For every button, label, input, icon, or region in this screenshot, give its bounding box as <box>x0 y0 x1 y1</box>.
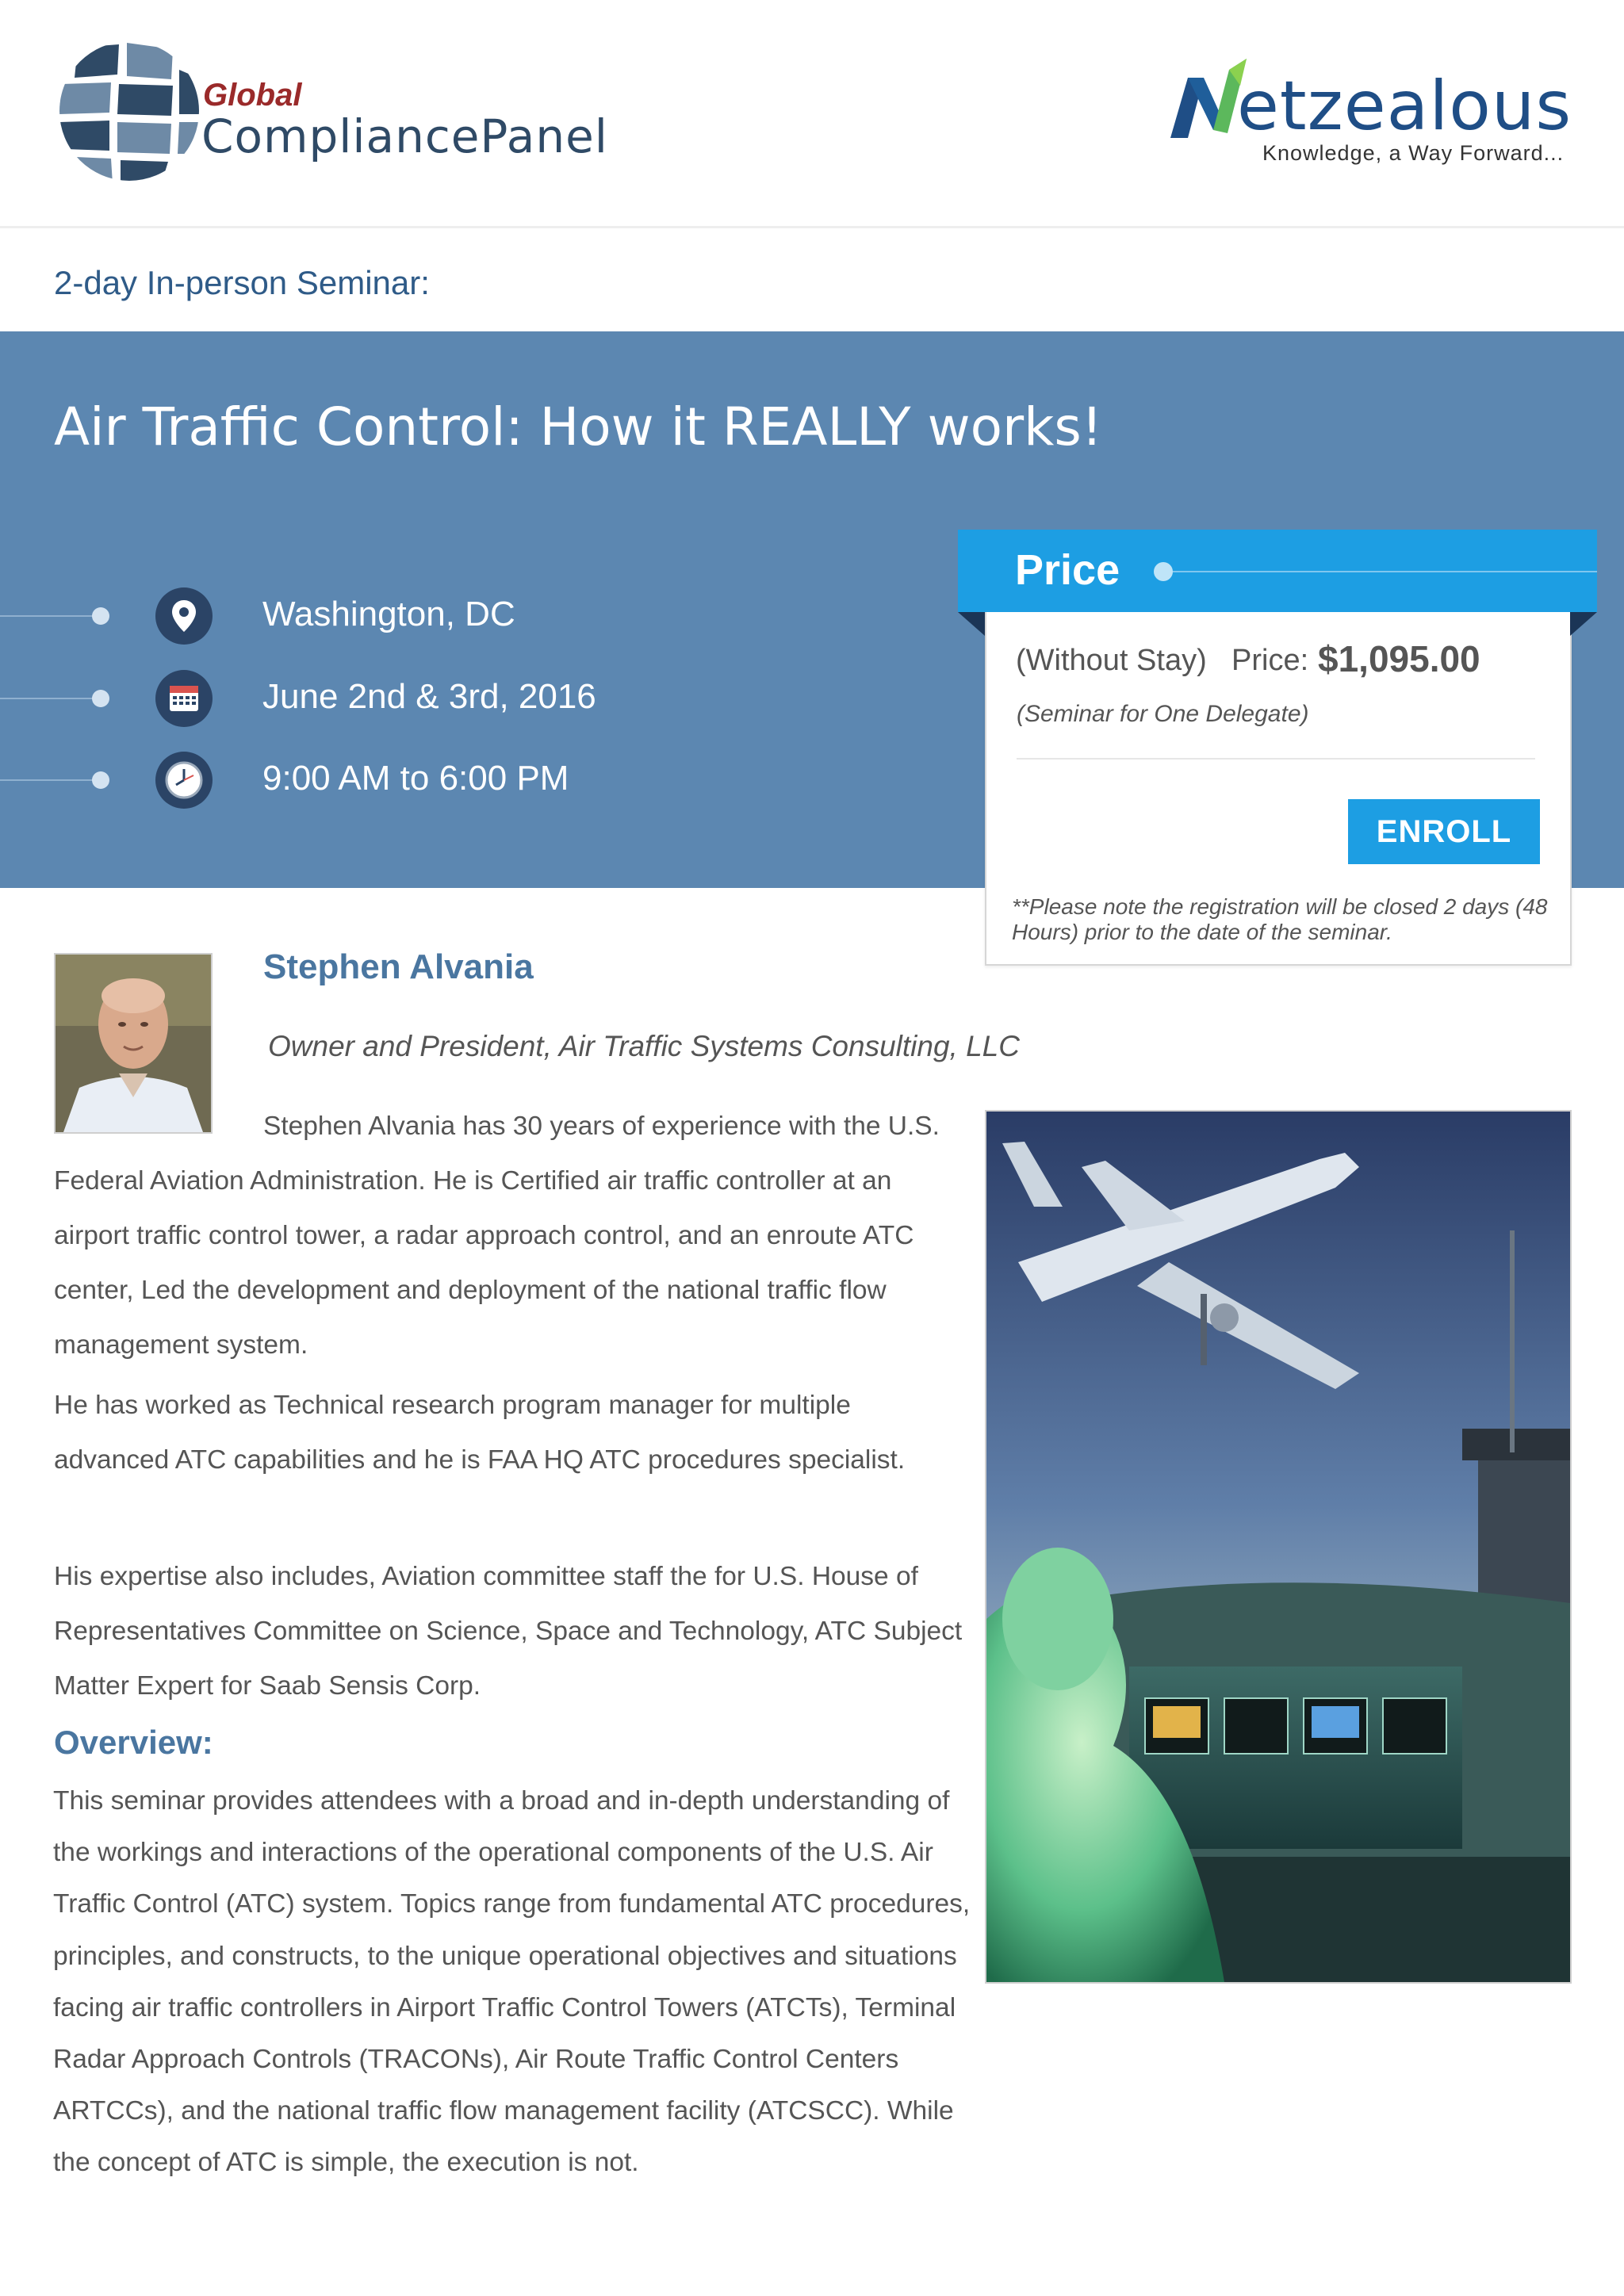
calendar-icon <box>155 670 213 727</box>
brand-global-text: Global <box>203 78 302 113</box>
enroll-button[interactable]: ENROLL <box>1348 799 1540 864</box>
seminar-date: June 2nd & 3rd, 2016 <box>262 677 596 716</box>
seminar-title: Air Traffic Control: How it REALLY works! <box>54 396 1103 457</box>
brand-tagline: Knowledge, a Way Forward... <box>1262 141 1565 165</box>
info-row-connector <box>0 698 95 699</box>
speaker-bio-paragraph: His expertise also includes, Aviation committee staff the for U.S. House of Representatives Committee on Science, Space and Technology, ATC Subject Matter Expert for Saab Sensis Corp. <box>54 1562 963 1701</box>
price-label: Price: <box>1231 644 1309 677</box>
overview-heading: Overview: <box>54 1724 213 1761</box>
speaker-bio-paragraph: Stephen Alvania has 30 years of experience with the U.S. Federal Aviation Administration. He is Certified air traffic controller at an airport traffic control tower, a radar approach control, and an enroute ATC center, Led the development and deployment of the national traffic flow management system. <box>54 1112 940 1360</box>
registration-note: **Please note the registration will be closed 2 days (48 Hours) prior to the date of the seminar. <box>1012 894 1548 944</box>
info-row-dot <box>92 690 109 707</box>
speaker-name: Stephen Alvania <box>263 947 534 986</box>
clock-icon <box>155 752 213 809</box>
price-header-fold-left <box>958 612 985 636</box>
price-header-dot <box>1154 562 1173 581</box>
seminar-type-label: 2-day In-person Seminar: <box>54 264 430 301</box>
global-compliance-panel-globe-icon <box>54 38 205 185</box>
speaker-bio-paragraph: He has worked as Technical research program manager for multiple advanced ATC capabilities and he is FAA HQ ATC procedures specialist. <box>54 1391 906 1475</box>
air-traffic-control-illustration <box>985 1110 1572 1984</box>
price-header-line <box>1166 571 1597 572</box>
price-header-fold-right <box>1570 612 1597 636</box>
delegate-note: (Seminar for One Delegate) <box>1017 701 1309 727</box>
info-row-dot <box>92 771 109 789</box>
overview-text: This seminar provides attendees with a broad and in-depth understanding of the workings and interactions of the operational components of the U.S. Air Traffic Control (ATC) system. Topics range from fundamental ATC procedures, principles, and constructs, to the unique operational objectives and situations facing air traffic controllers in Airport Traffic Control Towers (ATCTs), Terminal Radar Approach Controls (TRACONs), Air Route Traffic Control Centers ARTCCs), and the national traffic flow management facility (ATCSCC). While the concept of ATC is simple, the execution is not. <box>53 1786 971 2178</box>
stay-option-label: (Without Stay) <box>1016 644 1207 677</box>
brand-compliancepanel-text: CompliancePanel <box>201 109 608 163</box>
price-heading: Price <box>1015 546 1120 594</box>
info-row-connector <box>0 615 95 617</box>
seminar-location: Washington, DC <box>262 595 515 633</box>
info-row-dot <box>92 607 109 625</box>
seminar-time: 9:00 AM to 6:00 PM <box>262 759 569 798</box>
map-pin-icon <box>155 587 213 645</box>
price-value: $1,095.00 <box>1318 638 1480 679</box>
brand-netzealous-text: etzealous <box>1237 67 1572 146</box>
price-divider <box>1017 758 1535 760</box>
speaker-title: Owner and President, Air Traffic Systems Consulting, LLC <box>268 1030 1020 1062</box>
info-row-connector <box>0 779 95 781</box>
